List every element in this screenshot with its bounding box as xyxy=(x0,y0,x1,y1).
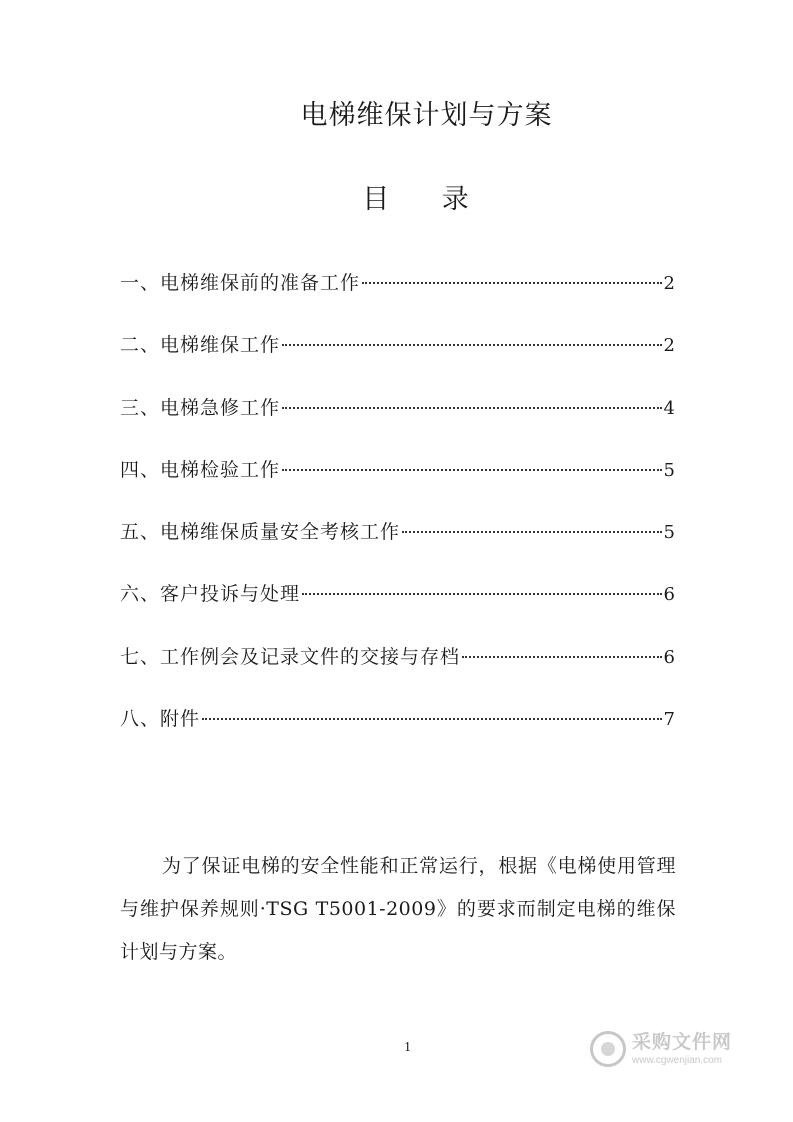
toc-entry-label: 二、电梯维保工作 xyxy=(120,334,281,357)
toc-leader-dots xyxy=(302,593,662,595)
toc-entry-page: 5 xyxy=(663,522,675,544)
watermark-name: 采购文件网 xyxy=(632,1030,733,1053)
toc-entry[interactable] xyxy=(120,577,675,639)
toc-entry[interactable] xyxy=(120,391,675,453)
toc-leader-dots xyxy=(282,344,662,346)
toc-entry[interactable] xyxy=(120,453,675,515)
toc-entry-label: 七、工作例会及记录文件的交接与存档 xyxy=(120,645,461,668)
intro-paragraph: 为了保证电梯的安全性能和正常运行，根据《电梯使用管理与维护保养规则·TSG T5001-2009》的要求而制定电梯的维保计划与方案。 xyxy=(120,855,676,963)
toc-entry[interactable] xyxy=(120,515,675,577)
watermark-url: www.cgwenjian.com xyxy=(632,1054,723,1066)
toc-entry[interactable] xyxy=(120,640,675,702)
toc-leader-dots xyxy=(402,531,662,533)
toc-entry-label: 四、电梯检验工作 xyxy=(120,458,281,481)
toc-entry-label: 一、电梯维保前的准备工作 xyxy=(120,272,361,294)
toc-entry[interactable] xyxy=(120,702,675,764)
toc-heading: 目 录 xyxy=(362,184,491,215)
toc-entry-page: 5 xyxy=(663,459,675,481)
toc-entry-page: 6 xyxy=(663,584,675,606)
toc-entry-page: 7 xyxy=(663,709,675,731)
cgwenjian-logo-icon xyxy=(590,1031,626,1067)
toc-leader-dots xyxy=(282,469,662,471)
document-title: 电梯维保计划与方案 xyxy=(300,100,553,131)
toc-entry-label: 八、附件 xyxy=(120,708,201,731)
watermark-text xyxy=(632,1030,733,1066)
toc-entry-page: 2 xyxy=(663,335,675,357)
toc-leader-dots xyxy=(362,282,662,284)
toc-leader-dots xyxy=(282,407,662,409)
toc-leader-dots xyxy=(462,656,662,658)
toc-entry-label: 五、电梯维保质量安全考核工作 xyxy=(120,521,401,544)
toc-entry-label: 六、客户投诉与处理 xyxy=(120,583,301,606)
toc-leader-dots xyxy=(202,718,662,720)
toc-entry[interactable] xyxy=(120,266,675,328)
table-of-contents xyxy=(120,266,675,764)
toc-entry-page: 2 xyxy=(663,273,675,294)
toc-entry-page: 4 xyxy=(663,397,675,419)
watermark xyxy=(590,1027,760,1071)
toc-entry-page: 6 xyxy=(663,646,675,668)
page-number: 1 xyxy=(404,1040,411,1055)
toc-entry[interactable] xyxy=(120,328,675,390)
toc-entry-label: 三、电梯急修工作 xyxy=(120,396,281,419)
